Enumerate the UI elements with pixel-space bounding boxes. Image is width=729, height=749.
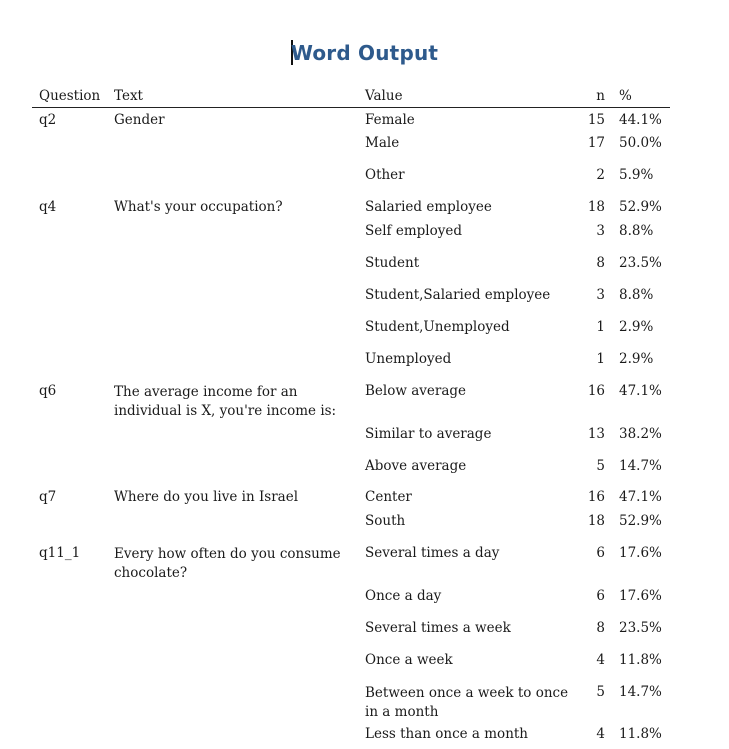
cell-value: Below average [365, 383, 466, 399]
cell-question: q6 [39, 383, 57, 399]
cell-value: Male [365, 135, 400, 151]
cell-value: Between once a week to once in a month [365, 685, 569, 720]
cell-value: Once a week [365, 652, 453, 668]
header-n: n [596, 88, 605, 104]
cell-value: Other [365, 167, 405, 183]
cell-percent: 23.5% [619, 620, 662, 636]
cell-percent: 50.0% [619, 135, 662, 151]
cell-value: Self employed [365, 223, 462, 239]
cell-percent: 52.9% [619, 199, 662, 215]
cell-n: 2 [596, 167, 605, 183]
cell-percent: 5.9% [619, 167, 654, 183]
cell-value: Unemployed [365, 351, 452, 367]
cell-value: Salaried employee [365, 199, 492, 215]
cell-value: Center [365, 489, 412, 505]
cell-percent: 38.2% [619, 426, 662, 442]
header-rule [32, 107, 670, 108]
cell-n: 6 [596, 588, 605, 604]
cell-text: The average income for an individual is X, you're income is: [114, 384, 337, 419]
cell-value: Student,Unemployed [365, 319, 510, 335]
cell-n: 4 [596, 652, 605, 668]
cell-text: What's your occupation? [114, 199, 283, 215]
cell-percent: 11.8% [619, 726, 662, 742]
cell-n: 18 [587, 199, 605, 215]
cell-value: Similar to average [365, 426, 492, 442]
cell-value: Student [365, 255, 420, 271]
cell-value: Above average [365, 458, 467, 474]
cell-question: q7 [39, 489, 57, 505]
header-percent: % [619, 88, 632, 104]
cell-percent: 11.8% [619, 652, 662, 668]
cell-n: 13 [587, 426, 605, 442]
cell-n: 8 [596, 255, 605, 271]
cell-percent: 17.6% [619, 545, 662, 561]
cell-percent: 23.5% [619, 255, 662, 271]
cell-text: Every how often do you consume chocolate? [114, 546, 341, 581]
cell-value: Once a day [365, 588, 442, 604]
cell-percent: 14.7% [619, 684, 662, 700]
cell-n: 15 [587, 112, 605, 128]
cell-n: 1 [596, 351, 605, 367]
cell-value: Several times a week [365, 620, 511, 636]
cell-percent: 2.9% [619, 319, 654, 335]
cell-n: 8 [596, 620, 605, 636]
cell-n: 3 [596, 287, 605, 303]
cell-question: q11_1 [39, 545, 81, 561]
cell-n: 16 [587, 383, 605, 399]
cell-n: 18 [587, 513, 605, 529]
cell-n: 6 [596, 545, 605, 561]
cell-percent: 8.8% [619, 223, 654, 239]
cell-percent: 44.1% [619, 112, 662, 128]
cell-n: 5 [596, 458, 605, 474]
cell-percent: 47.1% [619, 489, 662, 505]
cell-value: Several times a day [365, 545, 500, 561]
cell-n: 4 [596, 726, 605, 742]
cell-n: 16 [587, 489, 605, 505]
cell-value: South [365, 513, 406, 529]
cell-percent: 8.8% [619, 287, 654, 303]
cell-percent: 47.1% [619, 383, 662, 399]
cell-n: 3 [596, 223, 605, 239]
header-value: Value [365, 88, 403, 104]
cell-text: Gender [114, 112, 165, 128]
cell-value: Student,Salaried employee [365, 287, 551, 303]
cell-question: q4 [39, 199, 57, 215]
cell-percent: 17.6% [619, 588, 662, 604]
cell-value: Female [365, 112, 415, 128]
cell-percent: 2.9% [619, 351, 654, 367]
cell-text: Where do you live in Israel [114, 489, 299, 505]
header-text: Text [114, 88, 143, 104]
cell-n: 1 [596, 319, 605, 335]
document-title-text: Word Output [290, 41, 439, 65]
cell-n: 5 [596, 684, 605, 700]
cell-question: q2 [39, 112, 57, 128]
cell-n: 17 [587, 135, 605, 151]
cell-value: Less than once a month [365, 726, 529, 742]
header-question: Question [39, 88, 101, 104]
cell-percent: 14.7% [619, 458, 662, 474]
cell-percent: 52.9% [619, 513, 662, 529]
document-title[interactable] [0, 40, 729, 65]
